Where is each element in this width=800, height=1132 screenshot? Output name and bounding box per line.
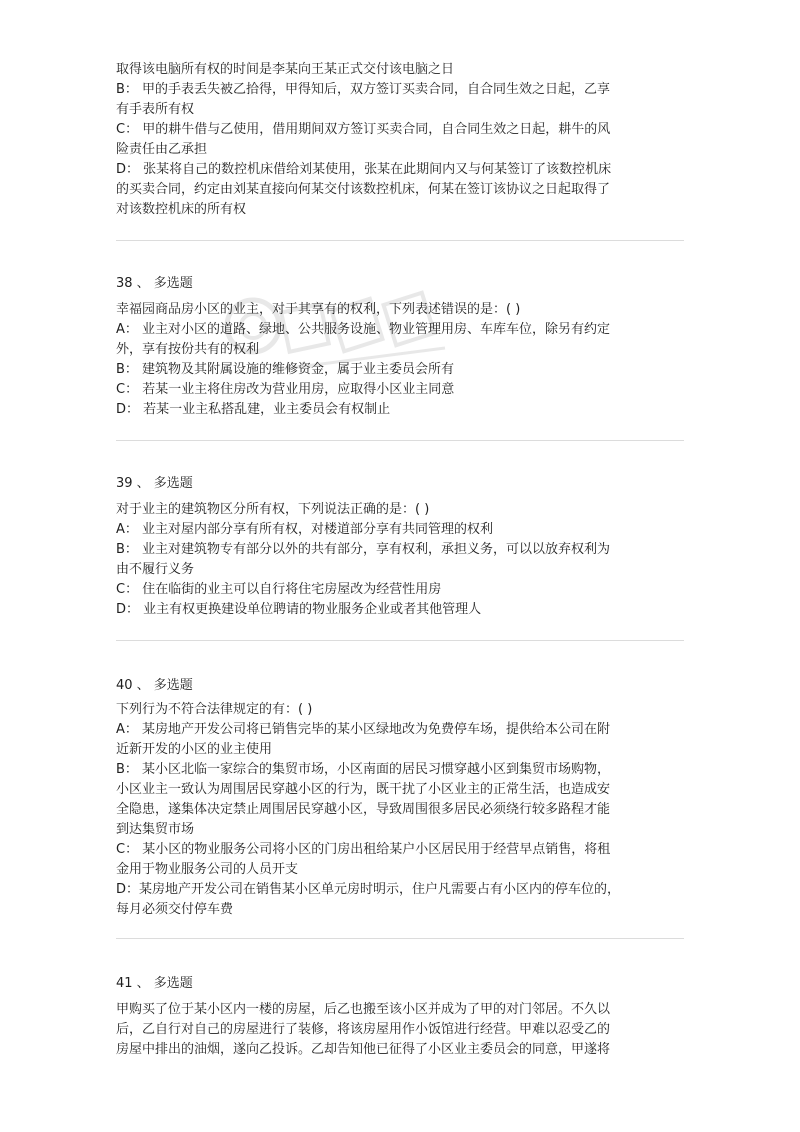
text-line: 到达集贸市场	[116, 822, 195, 837]
text-line: 金用于物业服务公司的人员开支	[116, 862, 299, 877]
option-c-line: C： 若某一业主将住房改为营业用房，应取得小区业主同意	[116, 382, 455, 397]
question-stem: 对于业主的建筑物区分所有权，下列说法正确的是：( )	[116, 502, 430, 517]
option-c-line: C： 甲的耕牛借与乙使用，借用期间双方签订买卖合同，自合同生效之日起，耕牛的风	[116, 122, 611, 137]
text-line: 小区业主一致认为周围居民穿越小区的行为，既干扰了小区业主的正常生活，也造成安	[116, 782, 611, 797]
text-line: 每月必须交付停车费	[116, 902, 234, 917]
option-b-line: B： 某小区北临一家综合的集贸市场，小区南面的居民习惯穿越小区到集贸市场购物，	[116, 762, 611, 777]
divider	[116, 440, 684, 441]
divider	[116, 240, 684, 241]
text-line: 后，乙自行对自己的房屋进行了装修，将该房屋用作小饭馆进行经营。甲难以忍受乙的	[116, 1022, 611, 1037]
option-d-line: D： 业主有权更换建设单位聘请的物业服务企业或者其他管理人	[116, 602, 482, 617]
text-line: 外，享有按份共有的权利	[116, 342, 260, 357]
text-line: 房屋中排出的油烟，遂向乙投诉。乙却告知他已征得了小区业主委员会的同意，甲遂将	[116, 1042, 611, 1057]
question-stem: 下列行为不符合法律规定的有：( )	[116, 702, 313, 717]
option-c-line: C： 住在临街的业主可以自行将住宅房屋改为经营性用房	[116, 582, 442, 597]
text-line: 近新开发的小区的业主使用	[116, 742, 273, 757]
question-header: 41 、 多选题	[116, 976, 193, 991]
text-line: 的买卖合同，约定由刘某直接向何某交付该数控机床，何某在签订该协议之日起取得了	[116, 182, 611, 197]
option-d-line: D： 张某将自己的数控机床借给刘某使用，张某在此期间内又与何某签订了该数控机床	[116, 162, 612, 177]
question-stem: 甲购买了位于某小区内一楼的房屋，后乙也搬至该小区并成为了甲的对门邻居。不久以	[116, 1002, 611, 1017]
text-line: 由不履行义务	[116, 562, 195, 577]
question-header: 40 、 多选题	[116, 678, 193, 693]
option-d-line: D： 若某一业主私搭乱建，业主委员会有权制止	[116, 402, 391, 417]
option-a-line: A： 业主对小区的道路、绿地、公共服务设施、物业管理用房、车库车位，除另有约定	[116, 322, 611, 337]
question-stem: 幸福园商品房小区的业主，对于其享有的权利，下列表述错误的是：( )	[116, 302, 521, 317]
option-a-line: A： 业主对屋内部分享有所有权，对楼道部分享有共同管理的权利	[116, 522, 494, 537]
question-header: 39 、 多选题	[116, 476, 193, 491]
option-a-line: A： 某房地产开发公司将已销售完毕的某小区绿地改为免费停车场，提供给本公司在附	[116, 722, 611, 737]
text-line: 全隐患，遂集体决定禁止周围居民穿越小区，导致周围很多居民必须绕行较多路程才能	[116, 802, 611, 817]
option-b-line: B： 业主对建筑物专有部分以外的共有部分，享有权利，承担义务，可以以放弃权利为	[116, 542, 611, 557]
text-line: 有手表所有权	[116, 102, 195, 117]
divider	[116, 640, 684, 641]
option-b-line: B： 建筑物及其附属设施的维修资金，属于业主委员会所有	[116, 362, 455, 377]
text-line: 对该数控机床的所有权	[116, 202, 247, 217]
text-line: 险责任由乙承担	[116, 142, 208, 157]
divider	[116, 938, 684, 939]
option-d-line: D：某房地产开发公司在销售某小区单元房时明示，住户凡需要占有小区内的停车位的，	[116, 882, 621, 897]
text-line: 取得该电脑所有权的时间是李某向王某正式交付该电脑之日	[116, 62, 455, 77]
question-header: 38 、 多选题	[116, 276, 193, 291]
option-b-line: B： 甲的手表丢失被乙拾得，甲得知后，双方签订买卖合同，自合同生效之日起，乙享	[116, 82, 611, 97]
option-c-line: C： 某小区的物业服务公司将小区的门房出租给某户小区居民用于经营早点销售，将租	[116, 842, 611, 857]
